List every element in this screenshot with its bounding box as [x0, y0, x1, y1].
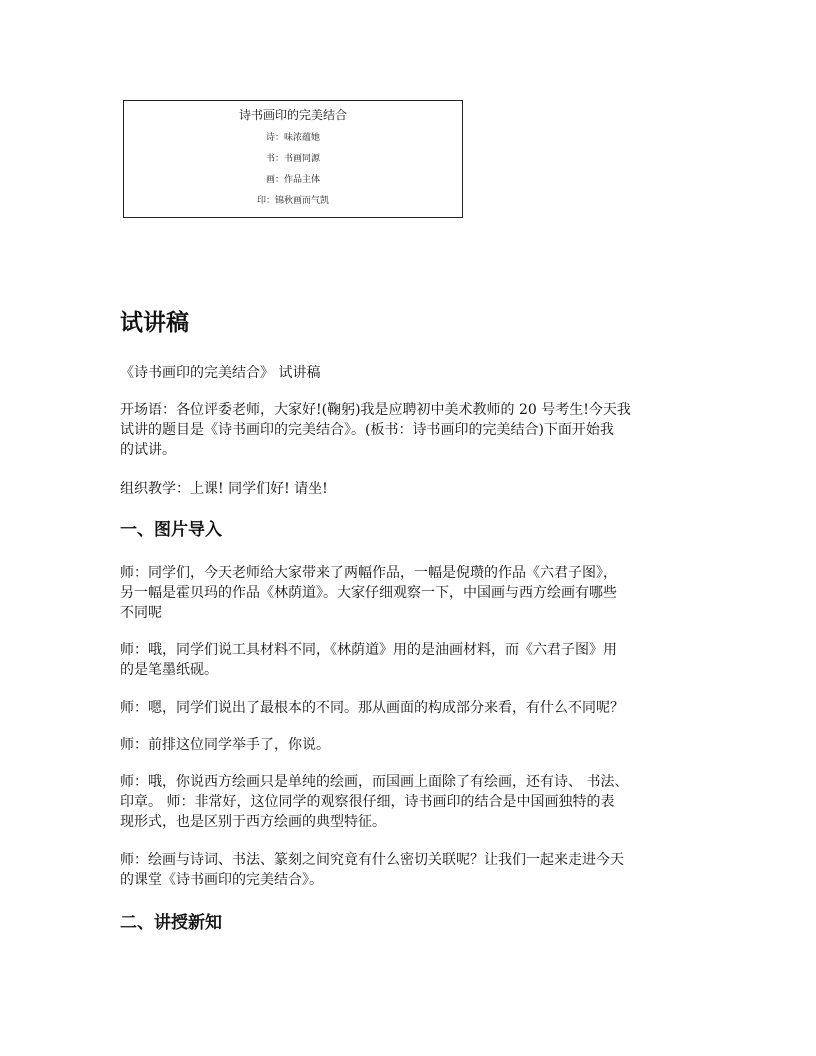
paragraph-5 — [120, 772, 710, 832]
opening-paragraph — [120, 400, 710, 460]
paragraph-3: 师：嗯，同学们说出了最根本的不同。那从画面的构成部分来看，有什么不同呢？ — [120, 700, 624, 716]
paragraph-2 — [120, 640, 710, 680]
text-line: 印章。 师：非常好，这位同学的观察很仔细，诗书画印的结合是中国画独特的表 — [120, 794, 615, 810]
section-heading-1: 一、图片导入 — [120, 520, 222, 540]
text-line: 试讲的题目是《诗书画印的完美结合》。(板书：诗书画印的完美结合)下面开始我 — [120, 422, 614, 438]
paragraph-1 — [120, 563, 710, 623]
document-subtitle: 《诗书画印的完美结合》 试讲稿 — [120, 365, 321, 381]
paragraph-4: 师：前排这位同学举手了，你说。 — [120, 737, 330, 753]
text-line: 师：哦，你说西方绘画只是单纯的绘画，而国画上面除了有绘画，还有诗、 书法、 — [120, 774, 629, 790]
blackboard-design-box — [123, 100, 463, 218]
text-line: 现形式，也是区别于西方绘画的典型特征。 — [120, 814, 386, 830]
paragraph-6 — [120, 850, 710, 890]
text-line: 师：绘画与诗词、书法、篆刻之间究竟有什么密切关联呢？让我们一起来走进今天 — [120, 852, 624, 868]
blackboard-line-calligraphy: 书：书画同源 — [265, 154, 320, 164]
blackboard-line-seal: 印：锦秋画而气凯 — [256, 196, 329, 206]
text-line: 的是笔墨纸砚。 — [120, 662, 218, 678]
text-line: 不同呢 — [120, 605, 162, 621]
document-heading: 试讲稿 — [120, 310, 189, 336]
text-line: 师：哦，同学们说工具材料不同，《林荫道》用的是油画材料，而《六君子图》用 — [120, 642, 617, 658]
text-line: 开场语：各位评委老师，大家好!(鞠躬)我是应聘初中美术教师的 20 号考生!今天我 — [120, 402, 631, 418]
section-heading-2: 二、讲授新知 — [120, 913, 222, 933]
blackboard-title: 诗书画印的完美结合 — [238, 108, 347, 122]
text-line: 的课堂《诗书画印的完美结合》。 — [120, 872, 323, 888]
organize-paragraph: 组织教学：上课! 同学们好! 请坐! — [120, 481, 328, 497]
text-line: 师：同学们，今天老师给大家带来了两幅作品，一幅是倪瓒的作品《六君子图》， — [120, 565, 617, 581]
blackboard-line-painting: 画：作品主体 — [265, 175, 320, 185]
blackboard-line-poem: 诗：味浓蕴她 — [265, 133, 320, 143]
text-line: 的试讲。 — [120, 442, 176, 458]
text-line: 另一幅是霍贝玛的作品《林荫道》。大家仔细观察一下，中国画与西方绘画有哪些 — [120, 585, 617, 601]
